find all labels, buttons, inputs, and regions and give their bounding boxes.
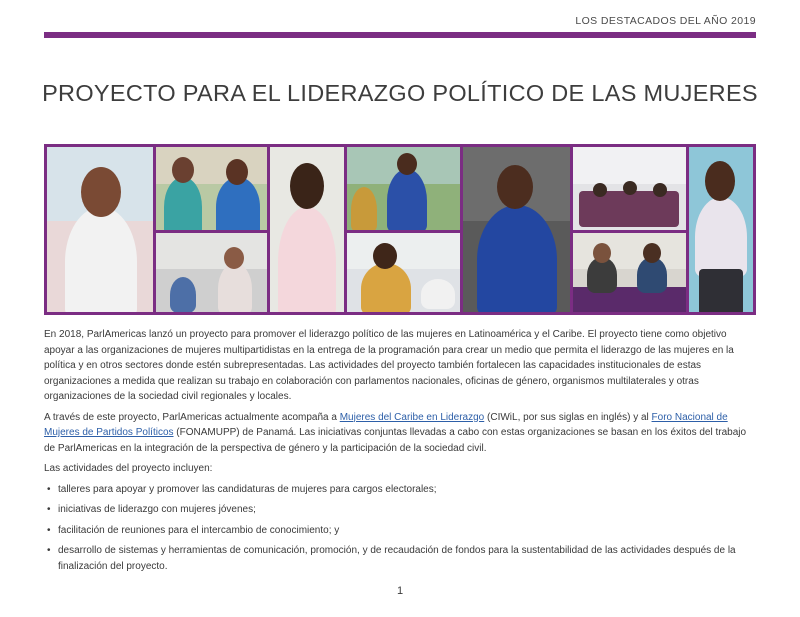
- photo-conference-hall: [573, 147, 686, 230]
- link-ciwil[interactable]: Mujeres del Caribe en Liderazgo: [339, 411, 485, 423]
- photo-woman-glasses-smiling: [47, 147, 153, 312]
- intro-paragraph: En 2018, ParlAmericas lanzó un proyecto para promover el liderazgo político de las mujeres en Latinoamérica y el Caribe. El proyecto tiene como objetivo apoyar a las organizaciones de mujeres multipartidistas en la entrega de la programación para crear un medio que permita el liderazgo de las mujeres en la política y en otros sectores donde estén subrepresentadas. Las actividades del proyecto también fortalecen las capacidades institucionales de estas organizaciones a medida que realizan su trabajo en colaboración con parlamentos nacionales, oficinas de género, organismos multilaterales y otras organizaciones de la sociedad civil regionales y locales.: [44, 329, 734, 402]
- partners-text-2: (CIWiL, por sus siglas en inglés) y al: [484, 411, 652, 423]
- running-header: LOS DESTACADOS DEL AÑO 2019: [575, 15, 756, 27]
- partners-text-3: (FONAMUPP) de Panamá. Las iniciativas conjuntas llevadas a cabo con estas organizaciones se basan en los éxitos del trabajo de ParlAmericas en la integración de la perspectiva de género y la participación de la sociedad civil.: [44, 427, 747, 454]
- photo-woman-writing: [347, 233, 460, 312]
- link-fonamupp[interactable]: Foro Nacional de Mujeres de Partidos Políticos: [44, 411, 728, 438]
- photo-women-at-table: [156, 147, 267, 230]
- list-item: • talleres para apoyar y promover las candidaturas de mujeres para cargos electorales;: [44, 482, 756, 498]
- photo-woman-striped-shirt: [689, 147, 753, 312]
- list-item: • facilitación de reuniones para el intercambio de conocimiento; y: [44, 523, 756, 539]
- body-text: [44, 327, 756, 579]
- photo-woman-microphone: [463, 147, 570, 312]
- partners-text-1: A través de este proyecto, ParlAmericas actualmente acompaña a: [44, 411, 340, 423]
- partners-paragraph: [44, 410, 756, 457]
- activities-list: [44, 482, 756, 575]
- photo-panel-table: [573, 233, 686, 312]
- list-item: • iniciativas de liderazgo con mujeres jóvenes;: [44, 502, 756, 518]
- photo-woman-pink-blouse: [270, 147, 344, 312]
- list-intro: Las actividades del proyecto incluyen:: [44, 463, 213, 474]
- page-title: PROYECTO PARA EL LIDERAZGO POLÍTICO DE LAS MUJERES: [42, 80, 758, 106]
- page-number: 1: [396, 585, 404, 597]
- photo-collage: [44, 144, 756, 315]
- photo-women-blue-dress: [347, 147, 460, 230]
- photo-woman-presenting-room: [156, 233, 267, 312]
- list-item: • desarrollo de sistemas y herramientas de comunicación, promoción, y de recaudación de fondos para la sustentabilidad de las actividades después de la finalización del proyecto.: [44, 543, 756, 574]
- header-rule: [44, 32, 756, 38]
